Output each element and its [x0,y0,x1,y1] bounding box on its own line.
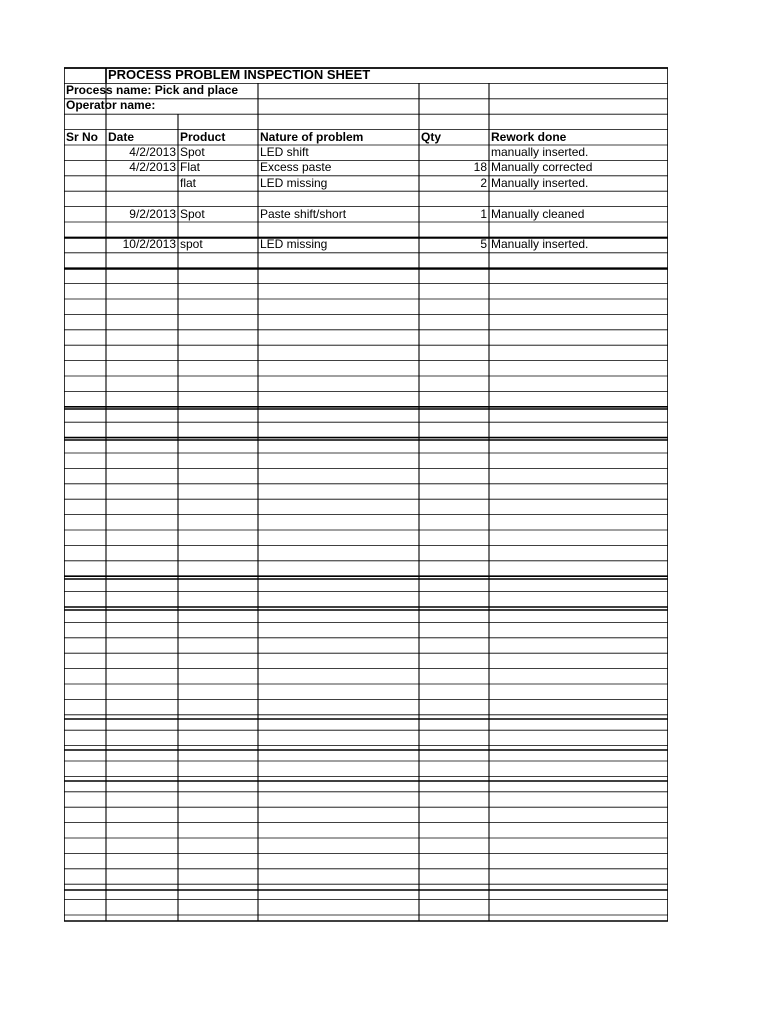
table-cell-sr [64,191,106,206]
table-cell-product: Spot [180,206,205,221]
table-cell-sr [64,237,106,252]
table-cell-rework: Manually inserted. [491,175,589,190]
column-header-problem: Nature of problem [260,129,364,144]
table-cell-problem [258,222,419,237]
table-cell-product [178,222,258,237]
column-header-rework: Rework done [491,129,567,144]
table-cell-qty [419,191,489,206]
table-cell-product: Flat [180,160,201,175]
table-cell-date: 9/2/2013 [129,206,176,221]
table-cell-problem: Paste shift/short [260,206,347,221]
column-header-product: Product [180,129,226,144]
table-cell-problem: LED shift [260,145,309,159]
table-cell-qty: 18 [473,160,487,175]
table-cell-sr [64,160,106,175]
table-cell-problem: LED missing [260,237,328,252]
table-cell-rework: Manually corrected [491,160,593,175]
table-cell-sr [64,222,106,237]
process-name-label: Process name: Pick and place [66,83,239,97]
table-cell-product: Spot [180,145,205,159]
table-cell-problem: Excess paste [260,160,332,175]
table-cell-qty: 5 [480,237,487,252]
table-cell-qty: 2 [480,175,487,190]
table-cell-product [178,191,258,206]
column-header-qty: Qty [421,129,442,144]
table-cell-rework [489,222,668,237]
table-cell-sr [64,176,106,191]
table-cell-problem: LED missing [260,175,328,190]
column-header-sr: Sr No [66,129,99,144]
table-cell-qty [419,222,489,237]
table-cell-product: spot [180,237,203,252]
table-cell-date: 10/2/2013 [122,237,176,252]
table-cell-sr [64,145,106,160]
inspection-sheet [64,0,668,1024]
table-cell-rework: manually inserted. [491,145,589,159]
table-cell-rework: Manually cleaned [491,206,585,221]
table-cell-product: flat [180,175,197,190]
sheet-title: PROCESS PROBLEM INSPECTION SHEET [108,67,371,82]
table-cell-rework [489,191,668,206]
table-cell-qty [419,145,489,160]
table-cell-sr [64,207,106,222]
operator-name-label: Operator name: [66,98,156,113]
table-cell-rework: Manually inserted. [491,237,589,252]
table-cell-date: 4/2/2013 [129,145,176,159]
table-cell-qty: 1 [480,206,487,221]
table-cell-date [106,176,178,191]
table-cell-date: 4/2/2013 [129,160,176,175]
table-cell-date [106,222,178,237]
column-header-date: Date [108,129,135,144]
table-cell-date [106,191,178,206]
table-cell-problem [258,191,419,206]
